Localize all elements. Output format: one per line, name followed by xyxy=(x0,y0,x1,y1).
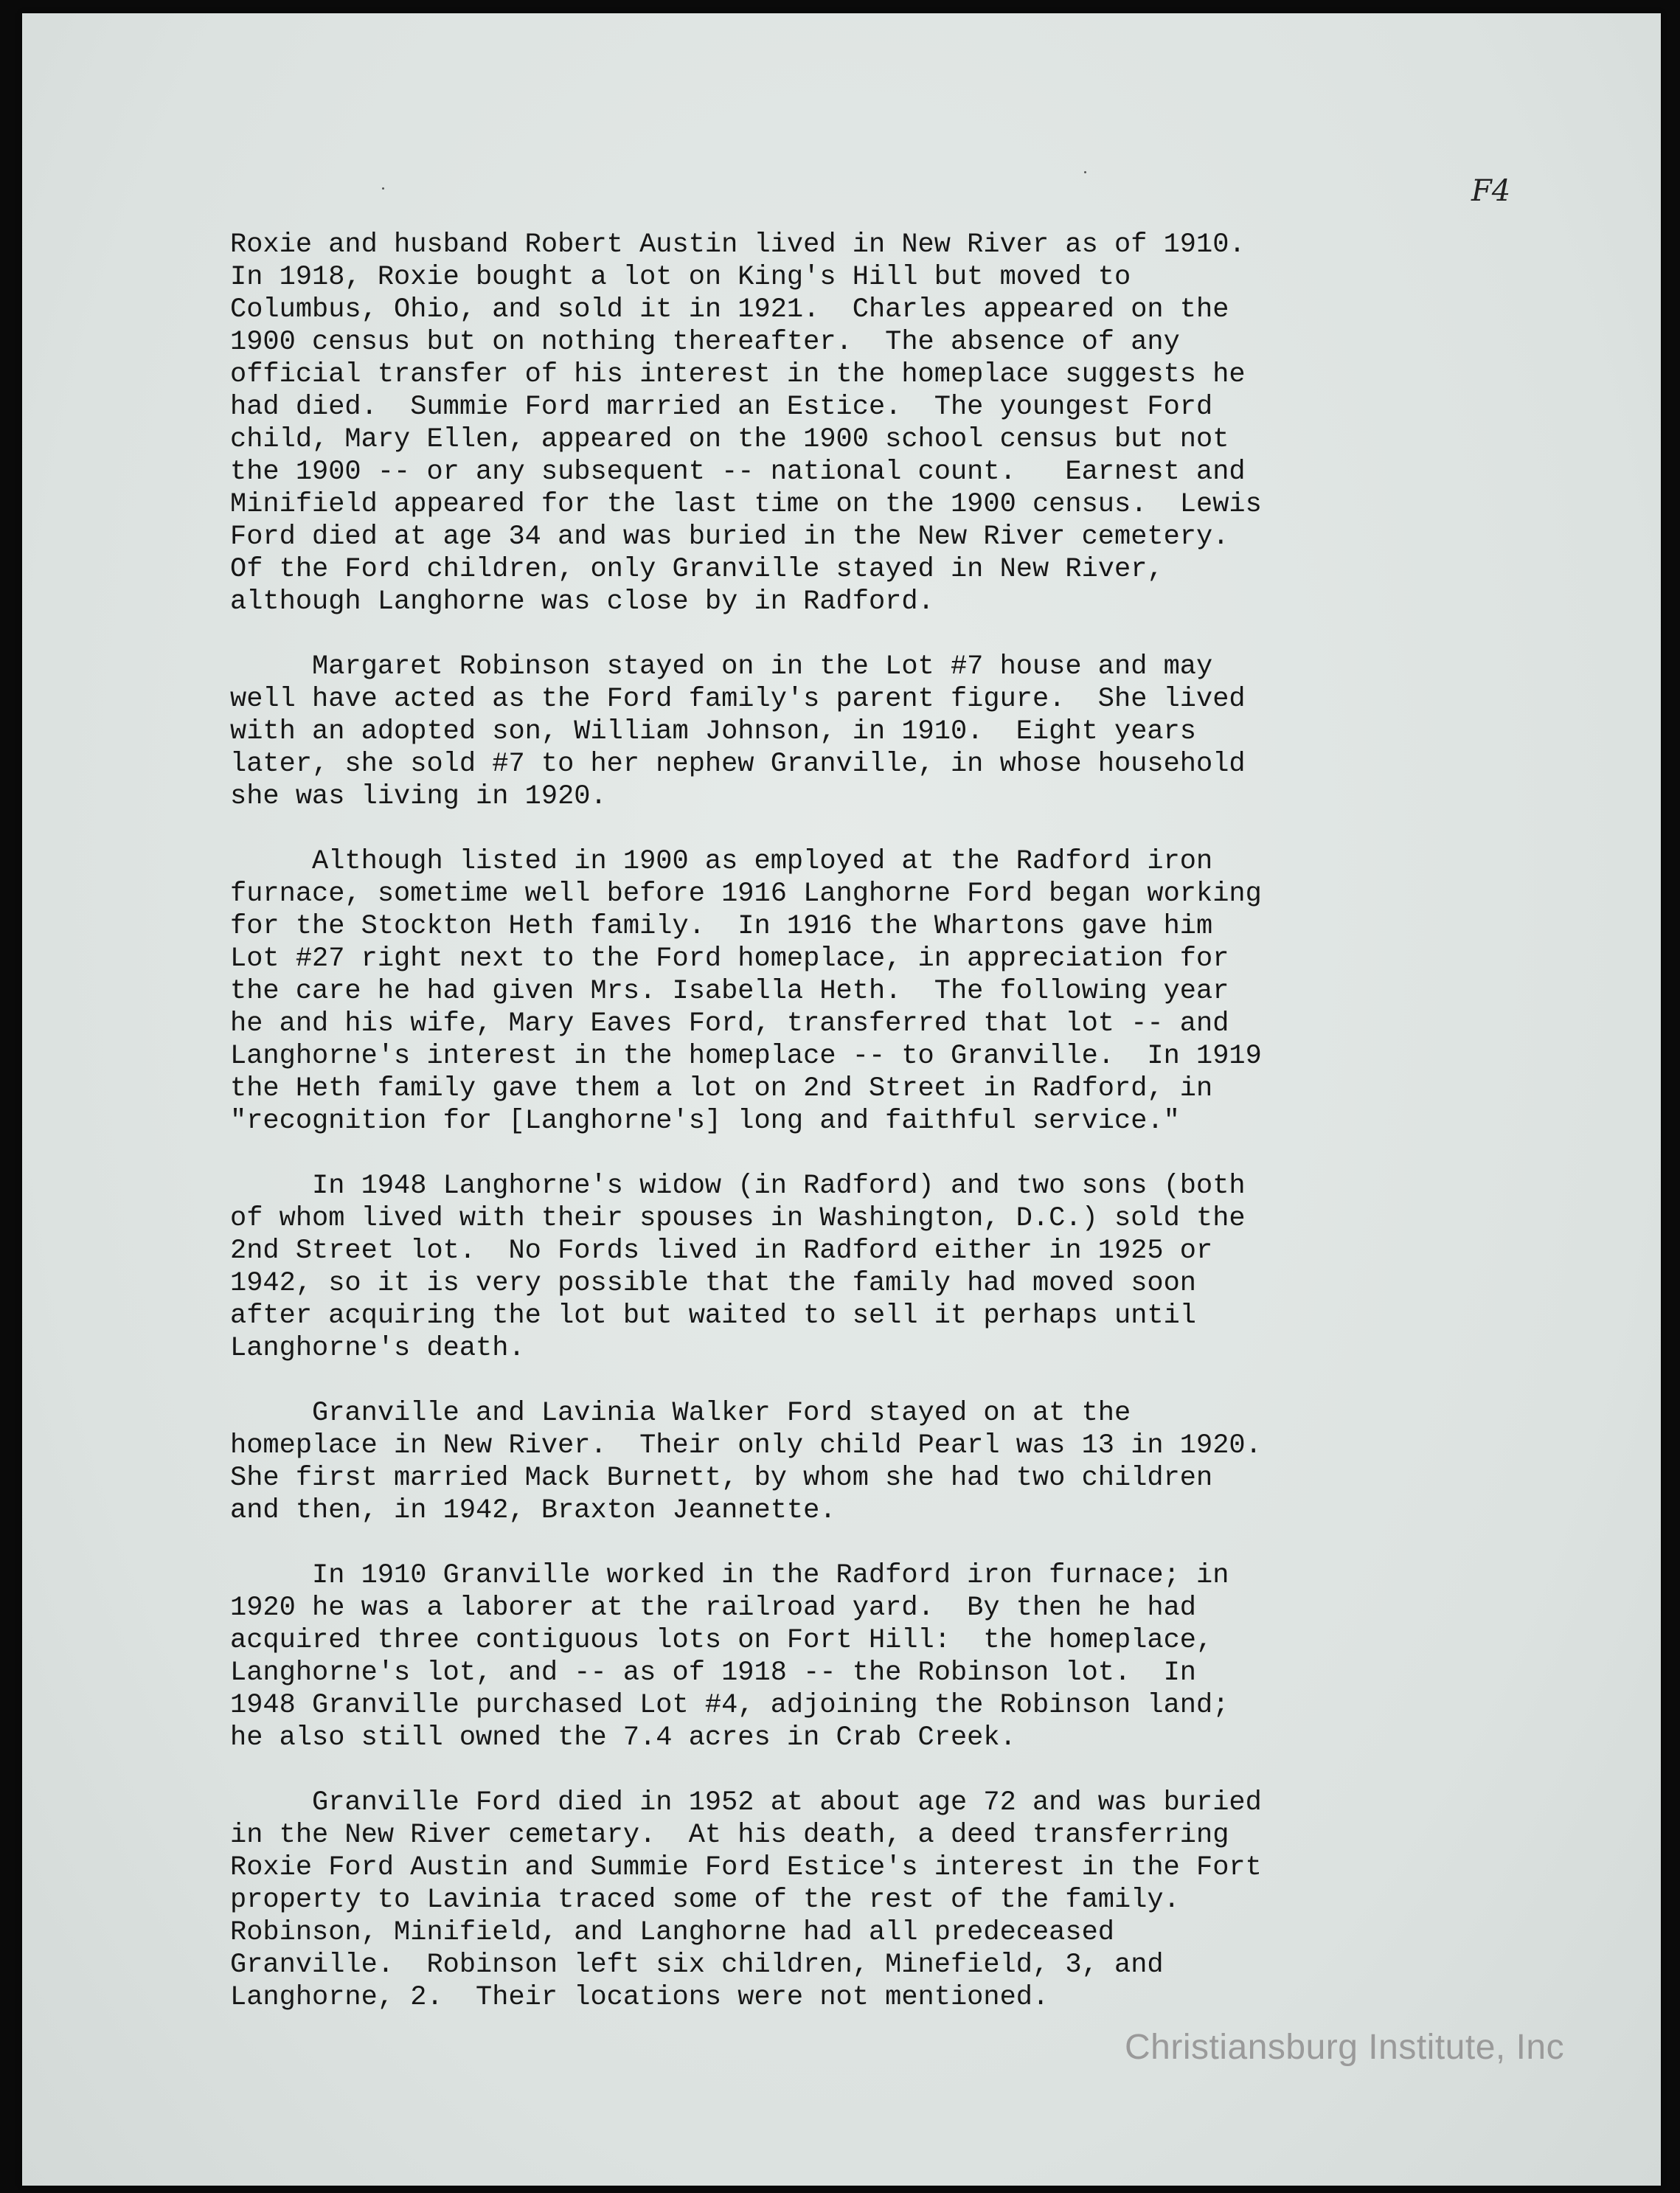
text-line: the Heth family gave them a lot on 2nd Street in Radford, in xyxy=(230,1073,1213,1104)
text-line: Robinson, Minifield, and Langhorne had all predeceased xyxy=(230,1917,1114,1948)
text-line: 1948 Granville purchased Lot #4, adjoining the Robinson land; xyxy=(230,1690,1229,1721)
text-line: 1920 he was a laborer at the railroad yard. By then he had xyxy=(230,1593,1197,1624)
text-line: Lot #27 right next to the Ford homeplace, in appreciation for xyxy=(230,943,1229,974)
page-label: F4 xyxy=(1471,174,1511,208)
text-line: the 1900 -- or any subsequent -- national count. Earnest and xyxy=(230,457,1246,488)
text-line: she was living in 1920. xyxy=(230,781,607,812)
text-line: property to Lavinia traced some of the rest of the family. xyxy=(230,1885,1180,1916)
text-line: 1942, so it is very possible that the family had moved soon xyxy=(230,1268,1197,1299)
text-line: 2nd Street lot. No Fords lived in Radford either in 1925 or xyxy=(230,1236,1213,1267)
text-line: Langhorne's interest in the homeplace -- to Granville. In 1919 xyxy=(230,1041,1262,1072)
text-line: Columbus, Ohio, and sold it in 1921. Charles appeared on the xyxy=(230,294,1229,325)
text-line: Langhorne's lot, and -- as of 1918 -- the Robinson lot. In xyxy=(230,1657,1197,1688)
paragraph xyxy=(230,1170,1484,1365)
paragraph xyxy=(230,1559,1484,1754)
text-line: 1900 census but on nothing thereafter. The absence of any xyxy=(230,327,1180,358)
paragraph xyxy=(230,845,1484,1137)
text-line: She first married Mack Burnett, by whom she had two children xyxy=(230,1463,1213,1494)
document-body xyxy=(230,229,1484,2046)
text-line: In 1910 Granville worked in the Radford iron furnace; in xyxy=(230,1560,1229,1591)
text-line: Ford died at age 34 and was buried in the New River cemetery. xyxy=(230,522,1229,552)
text-line: in the New River cemetary. At his death, a deed transferring xyxy=(230,1820,1229,1851)
text-line: In 1948 Langhorne's widow (in Radford) and two sons (both xyxy=(230,1171,1246,1202)
text-line: Granville and Lavinia Walker Ford stayed on at the xyxy=(230,1398,1131,1429)
text-line: "recognition for [Langhorne's] long and faithful service." xyxy=(230,1106,1180,1137)
text-line: after acquiring the lot but waited to sell it perhaps until xyxy=(230,1300,1197,1331)
text-line: Margaret Robinson stayed on in the Lot #7 house and may xyxy=(230,651,1213,682)
text-line: the care he had given Mrs. Isabella Heth. The following year xyxy=(230,976,1229,1007)
paper-speck xyxy=(382,187,384,190)
text-line: furnace, sometime well before 1916 Langhorne Ford began working xyxy=(230,879,1262,910)
text-line: acquired three contiguous lots on Fort Hill: the homeplace, xyxy=(230,1625,1213,1656)
text-line: he and his wife, Mary Eaves Ford, transferred that lot -- and xyxy=(230,1008,1229,1039)
paper-speck xyxy=(1084,171,1086,173)
text-line: Langhorne, 2. Their locations were not mentioned. xyxy=(230,1982,1049,2013)
text-line: Of the Ford children, only Granville stayed in New River, xyxy=(230,554,1164,585)
text-line: Langhorne's death. xyxy=(230,1333,525,1364)
paragraph xyxy=(230,229,1484,618)
text-line: Granville Ford died in 1952 at about age 72 and was buried xyxy=(230,1787,1262,1818)
text-line: had died. Summie Ford married an Estice. The youngest Ford xyxy=(230,392,1213,423)
text-line: Although listed in 1900 as employed at the Radford iron xyxy=(230,846,1213,877)
text-line: Roxie and husband Robert Austin lived in New River as of 1910. xyxy=(230,229,1246,260)
text-line: for the Stockton Heth family. In 1916 the Whartons gave him xyxy=(230,911,1213,942)
text-line: Roxie Ford Austin and Summie Ford Estice's interest in the Fort xyxy=(230,1852,1262,1883)
text-line: In 1918, Roxie bought a lot on King's Hill but moved to xyxy=(230,262,1131,293)
text-line: Granville. Robinson left six children, Minefield, 3, and xyxy=(230,1950,1164,1981)
watermark-text: Christiansburg Institute, Inc xyxy=(1125,2028,1565,2067)
text-line: with an adopted son, William Johnson, in 1910. Eight years xyxy=(230,716,1197,747)
text-line: of whom lived with their spouses in Washington, D.C.) sold the xyxy=(230,1203,1246,1234)
text-line: he also still owned the 7.4 acres in Crab Creek. xyxy=(230,1722,1016,1753)
paragraph xyxy=(230,1787,1484,2014)
text-line: later, she sold #7 to her nephew Granville, in whose household xyxy=(230,749,1246,780)
text-line: Minifield appeared for the last time on the 1900 census. Lewis xyxy=(230,489,1262,520)
text-line: and then, in 1942, Braxton Jeannette. xyxy=(230,1495,836,1526)
paragraph xyxy=(230,1397,1484,1527)
text-line: well have acted as the Ford family's parent figure. She lived xyxy=(230,684,1246,715)
text-line: homeplace in New River. Their only child Pearl was 13 in 1920. xyxy=(230,1430,1262,1461)
paragraph xyxy=(230,651,1484,813)
text-line: child, Mary Ellen, appeared on the 1900 school census but not xyxy=(230,424,1229,455)
text-line: official transfer of his interest in the homeplace suggests he xyxy=(230,359,1246,390)
text-line: although Langhorne was close by in Radford. xyxy=(230,586,934,617)
